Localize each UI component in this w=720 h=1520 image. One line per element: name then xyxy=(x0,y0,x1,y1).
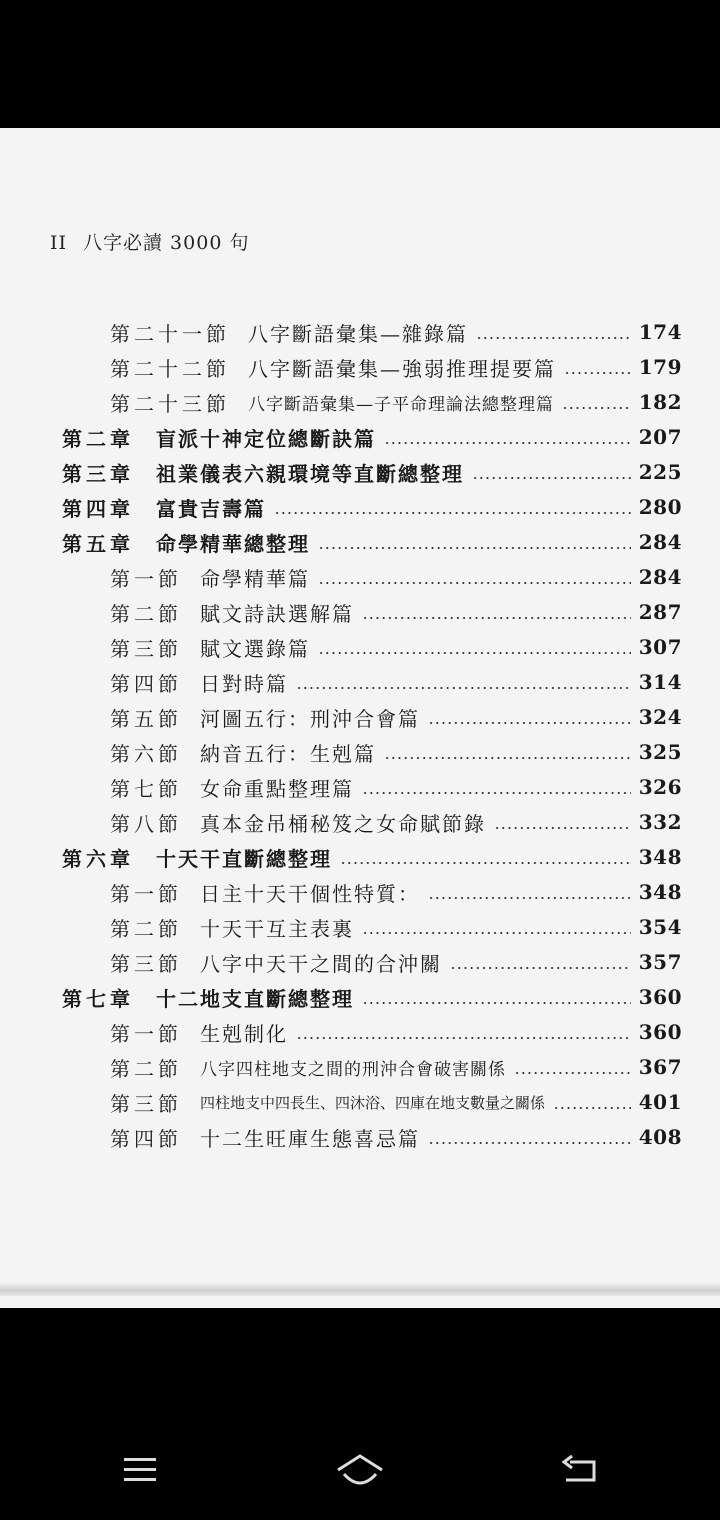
toc-entry: 第三節 八字中天干之間的合沖關 357 xyxy=(110,950,682,976)
toc-entry: 第六節 納音五行：生剋篇 325 xyxy=(110,740,682,766)
toc-chapter: 第四章 富貴吉壽篇 280 xyxy=(62,495,682,521)
back-icon xyxy=(550,1450,610,1490)
home-icon xyxy=(330,1450,390,1490)
toc-entry: 第七節 女命重點整理篇 326 xyxy=(110,775,682,801)
toc-entry: 第二十一節 八字斷語彙集—雜錄篇 174 xyxy=(110,320,682,346)
page-number: II xyxy=(50,232,68,254)
toc-entry: 第三節 賦文選錄篇 307 xyxy=(110,635,682,661)
toc-entry: 第五節 河圖五行：刑沖合會篇 324 xyxy=(110,705,682,731)
toc-chapter: 第三章 祖業儀表六親環境等直斷總整理 225 xyxy=(62,460,682,486)
toc-chapter: 第六章 十天干直斷總整理 348 xyxy=(62,845,682,871)
toc-entry: 第四節 日對時篇 314 xyxy=(110,670,682,696)
toc-entry: 第一節 生剋制化 360 xyxy=(110,1020,682,1046)
running-header xyxy=(50,228,249,255)
toc-entry: 第八節 真本金吊桶秘笈之女命賦節錄 332 xyxy=(110,810,682,836)
toc-entry: 第一節 命學精華篇 284 xyxy=(110,565,682,591)
toc-entry: 第二節 賦文詩訣選解篇 287 xyxy=(110,600,682,626)
toc-entry: 第一節 日主十天干個性特質： 348 xyxy=(110,880,682,906)
toc-entry: 第三節 四柱地支中四長生、四沐浴、四庫在地支數量之關係 401 xyxy=(110,1090,682,1116)
menu-icon xyxy=(110,1450,170,1490)
menu-button[interactable] xyxy=(110,1450,170,1490)
toc-entry: 第二十二節 八字斷語彙集—強弱推理提要篇 179 xyxy=(110,355,682,381)
toc-entry: 第二節 八字四柱地支之間的刑沖合會破害關係 367 xyxy=(110,1055,682,1081)
android-navigation-bar xyxy=(0,1420,720,1520)
toc-chapter: 第七章 十二地支直斷總整理 360 xyxy=(62,985,682,1011)
toc-entry: 第四節 十二生旺庫生態喜忌篇 408 xyxy=(110,1125,682,1151)
book-title: 八字必讀 3000 句 xyxy=(83,232,250,254)
toc-entry: 第二十三節 八字斷語彙集—子平命理論法總整理篇 182 xyxy=(110,390,682,416)
page-edge xyxy=(0,1282,720,1296)
home-button[interactable] xyxy=(330,1450,390,1490)
toc-chapter: 第五章 命學精華總整理 284 xyxy=(62,530,682,556)
back-button[interactable] xyxy=(550,1450,610,1490)
toc-chapter: 第二章 盲派十神定位總斷訣篇 207 xyxy=(62,425,682,451)
toc-entry: 第二節 十天干互主表裏 354 xyxy=(110,915,682,941)
book-page xyxy=(0,128,720,1308)
